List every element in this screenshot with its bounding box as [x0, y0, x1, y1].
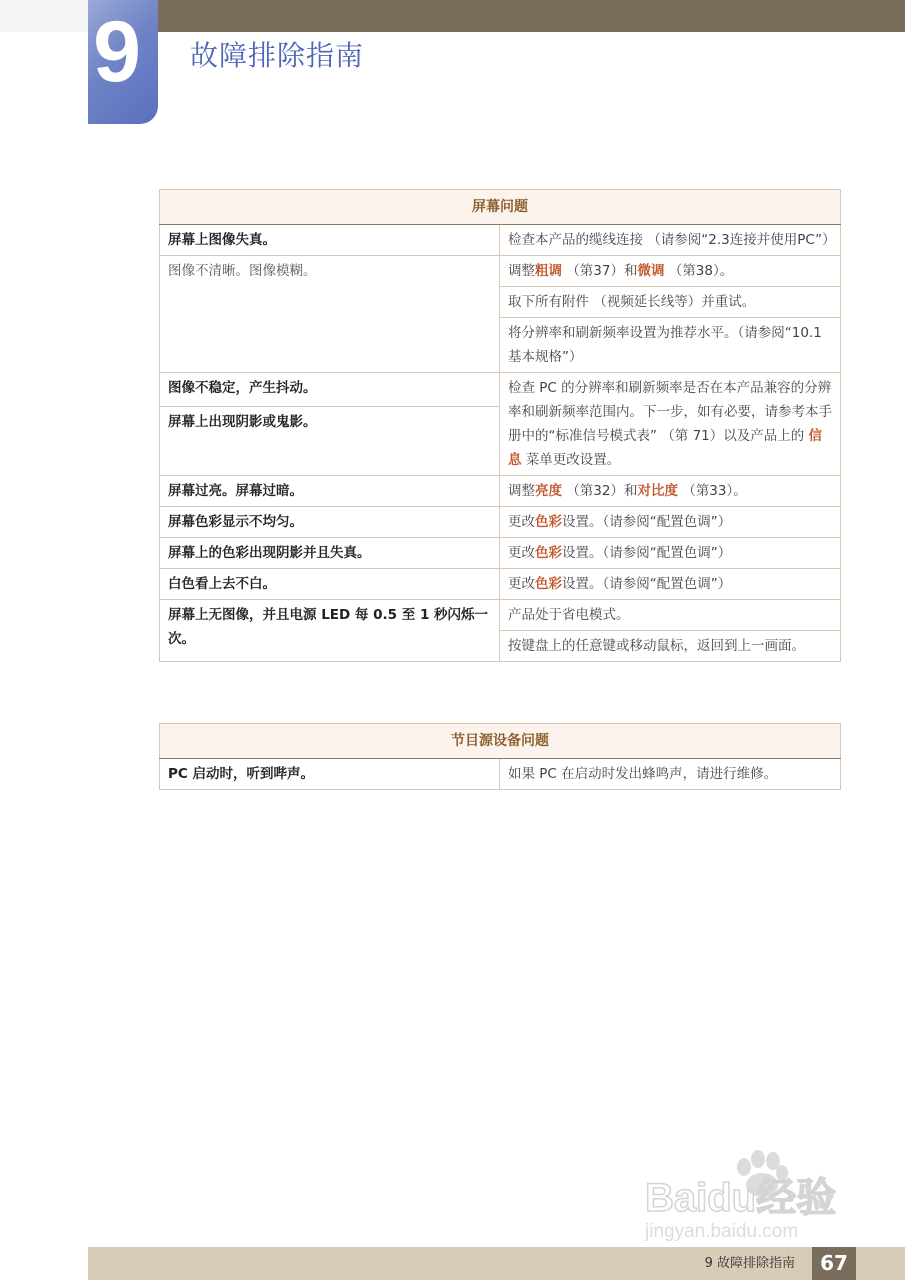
symptom-cell: 屏幕上出现阴影或鬼影。	[160, 407, 500, 476]
source-device-problems-table	[159, 723, 841, 790]
symptom-cell: PC 启动时，听到哔声。	[160, 759, 500, 790]
page-footer	[88, 1247, 905, 1280]
baidu-watermark	[640, 1145, 855, 1245]
symptom-cell: 屏幕色彩显示不均匀。	[160, 507, 500, 538]
solution-cell: 更改色彩设置。（请参阅“配置色调”）	[500, 538, 841, 569]
watermark-brand: Baidu经验	[645, 1176, 837, 1220]
table-row	[160, 507, 841, 538]
table-row	[160, 256, 841, 287]
menu-term: 对比度	[637, 483, 678, 499]
solution-cell: 调整亮度 （第32）和对比度 （第33）。	[500, 476, 841, 507]
table-header: 屏幕问题	[160, 190, 841, 225]
footer-chapter-label: 9 故障排除指南	[704, 1256, 795, 1271]
menu-term: 亮度	[535, 483, 562, 499]
solution-cell: 将分辨率和刷新频率设置为推荐水平。（请参阅“10.1基本规格”）	[500, 318, 841, 373]
solution-cell: 检查本产品的缆线连接 （请参阅“2.3连接并使用PC”）	[500, 225, 841, 256]
solution-cell: 检查 PC 的分辨率和刷新频率是否在本产品兼容的分辨率和刷新频率范围内。下一步，如有必要，请参考本手册中的“标准信号模式表” （第 71）以及产品上的 信息 菜单更改设置。	[500, 373, 841, 476]
header-band	[158, 0, 905, 32]
watermark-url: jingyan.baidu.com	[645, 1221, 799, 1242]
menu-term: 信息	[508, 428, 823, 468]
symptom-cell: 屏幕上图像失真。	[160, 225, 500, 256]
table-row	[160, 225, 841, 256]
chapter-title: 故障排除指南	[190, 39, 365, 72]
solution-cell: 更改色彩设置。（请参阅“配置色调”）	[500, 507, 841, 538]
solution-cell: 更改色彩设置。（请参阅“配置色调”）	[500, 569, 841, 600]
table-row	[160, 759, 841, 790]
screen-problems-table	[159, 189, 841, 662]
symptom-cell: 图像不稳定，产生抖动。	[160, 373, 500, 407]
solution-cell: 调整粗调 （第37）和微调 （第38）。	[500, 256, 841, 287]
table-row	[160, 476, 841, 507]
solution-cell: 取下所有附件 （视频延长线等）并重试。	[500, 287, 841, 318]
symptom-cell: 白色看上去不白。	[160, 569, 500, 600]
solution-cell: 如果 PC 在启动时发出蜂鸣声，请进行维修。	[500, 759, 841, 790]
chapter-number: 9	[93, 4, 141, 100]
symptom-cell: 图像不清晰。图像模糊。	[160, 256, 500, 373]
table-row	[160, 600, 841, 631]
chapter-tab	[88, 0, 158, 124]
table-header: 节目源设备问题	[160, 724, 841, 759]
table-row	[160, 373, 841, 407]
menu-term: 色彩	[535, 514, 562, 530]
header-band-left	[0, 0, 88, 32]
menu-term: 微调	[637, 263, 665, 279]
menu-term: 色彩	[535, 576, 562, 592]
symptom-cell: 屏幕上的色彩出现阴影并且失真。	[160, 538, 500, 569]
table-row	[160, 569, 841, 600]
symptom-cell: 屏幕过亮。屏幕过暗。	[160, 476, 500, 507]
menu-term: 色彩	[535, 545, 562, 561]
symptom-cell: 屏幕上无图像，并且电源 LED 每 0.5 至 1 秒闪烁一次。	[160, 600, 500, 662]
table-row	[160, 538, 841, 569]
solution-cell: 按键盘上的任意键或移动鼠标，返回到上一画面。	[500, 631, 841, 662]
solution-cell: 产品处于省电模式。	[500, 600, 841, 631]
menu-term: 粗调	[535, 263, 562, 279]
page-number: 67	[812, 1247, 856, 1280]
